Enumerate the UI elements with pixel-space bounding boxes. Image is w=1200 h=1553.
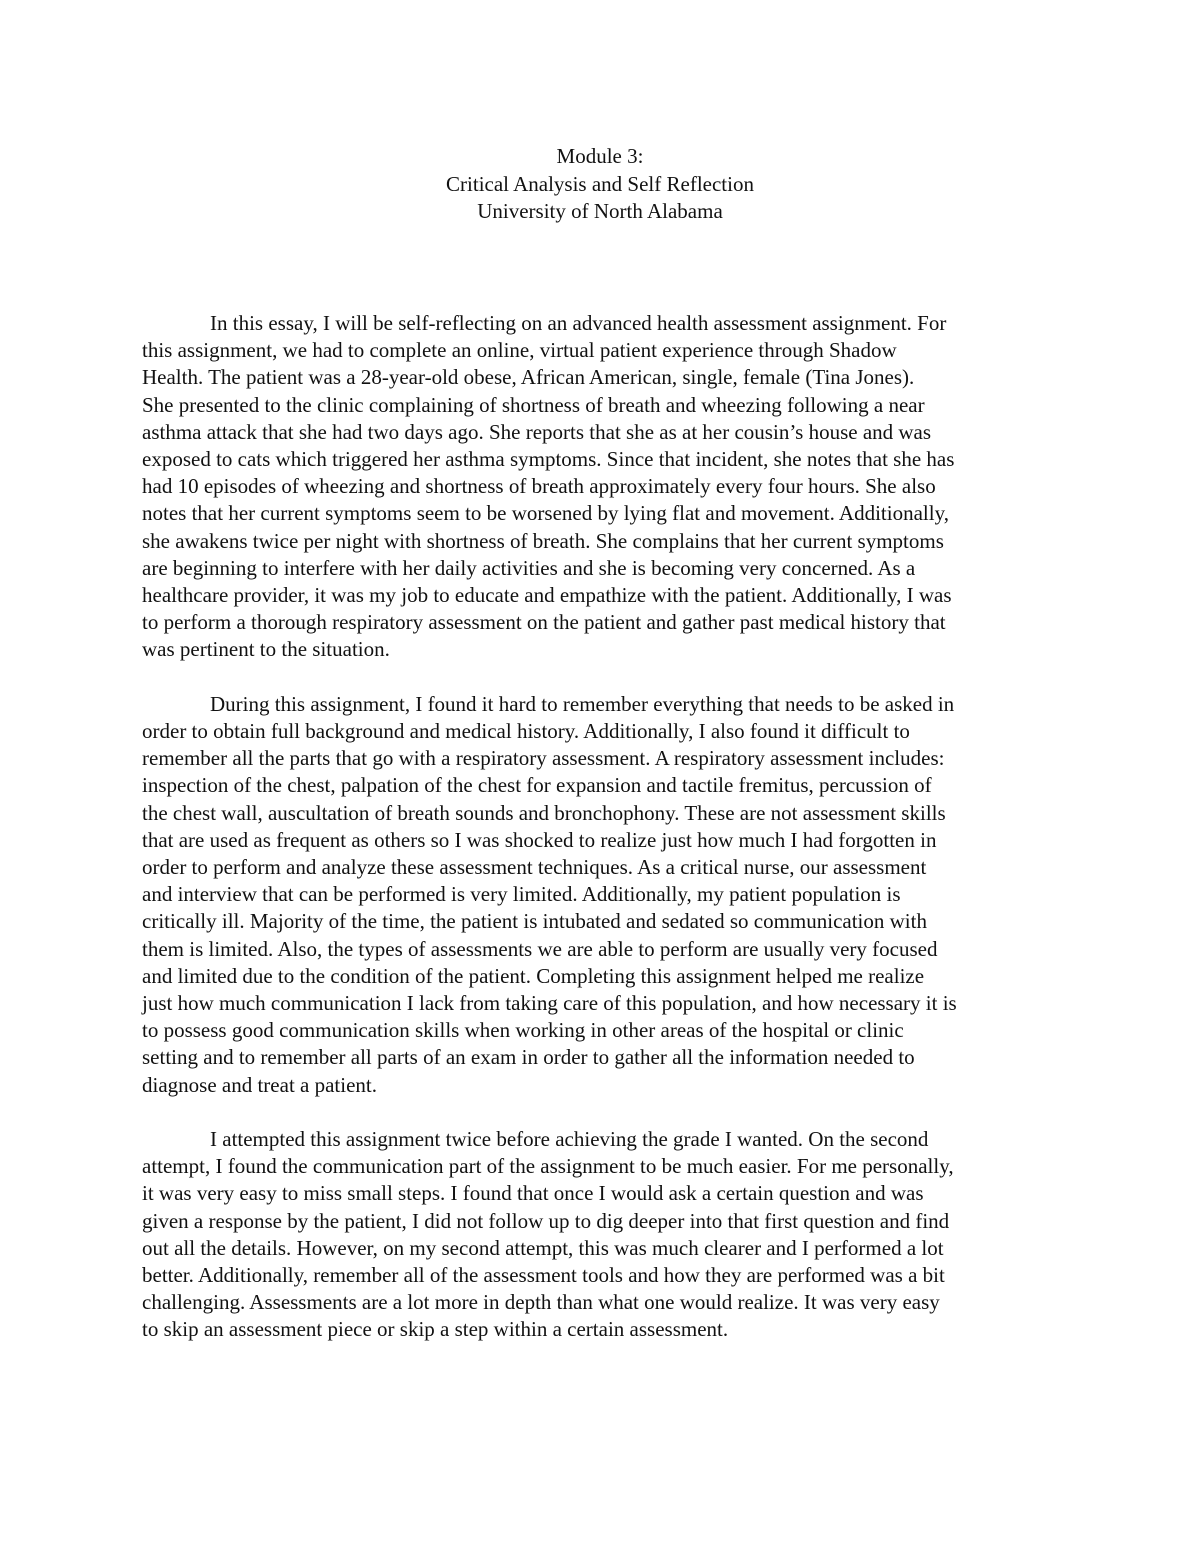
text-line: that are used as frequent as others so I was shocked to realize just how much I had forgotten in bbox=[142, 827, 937, 852]
text-line: Health. The patient was a 28-year-old obese, African American, single, female (Tina Jones). bbox=[142, 365, 915, 390]
text-line: challenging. Assessments are a lot more in depth than what one would realize. It was very easy bbox=[142, 1290, 940, 1315]
text-line: just how much communication I lack from taking care of this population, and how necessary it is bbox=[142, 991, 957, 1016]
text-line: critically ill. Majority of the time, the patient is intubated and sedated so communication with bbox=[142, 909, 927, 934]
text-line: given a response by the patient, I did not follow up to dig deeper into that first question and find bbox=[142, 1208, 950, 1233]
title-block bbox=[0, 143, 1200, 226]
institution-name: University of North Alabama bbox=[477, 199, 723, 223]
text-line: In this essay, I will be self-reflecting on an advanced health assessment assignment. For bbox=[210, 311, 947, 335]
text-line: to skip an assessment piece or skip a step within a certain assessment. bbox=[142, 1317, 729, 1342]
module-heading: Module 3: bbox=[556, 144, 644, 168]
text-line: setting and to remember all parts of an exam in order to gather all the information needed to bbox=[142, 1045, 915, 1070]
text-line: to perform a thorough respiratory assessment on the patient and gather past medical history that bbox=[142, 610, 946, 635]
text-line: I attempted this assignment twice before achieving the grade I wanted. On the second bbox=[210, 1127, 929, 1152]
text-line: notes that her current symptoms seem to be worsened by lying flat and movement. Additionally, bbox=[142, 501, 949, 526]
text-line: are beginning to interfere with her daily activities and she is becoming very concerned. As a bbox=[142, 555, 916, 580]
text-line: she awakens twice per night with shortness of breath. She complains that her current symptoms bbox=[142, 528, 944, 553]
text-line: attempt, I found the communication part of the assignment to be much easier. For me personally, bbox=[142, 1154, 954, 1179]
text-line: it was very easy to miss small steps. I found that once I would ask a certain question and was bbox=[142, 1181, 924, 1206]
essay-body bbox=[142, 310, 1064, 1371]
text-line: healthcare provider, it was my job to educate and empathize with the patient. Additionally, I was bbox=[142, 583, 952, 608]
paragraph-3 bbox=[142, 1126, 1064, 1344]
paragraph-1 bbox=[142, 310, 1064, 664]
text-line: out all the details. However, on my second attempt, this was much clearer and I performed a lot bbox=[142, 1235, 944, 1260]
text-line: diagnose and treat a patient. bbox=[142, 1072, 377, 1097]
text-line: the chest wall, auscultation of breath sounds and bronchophony. These are not assessment skills bbox=[142, 800, 946, 825]
text-line: During this assignment, I found it hard to remember everything that needs to be asked in bbox=[210, 691, 955, 716]
text-line: and interview that can be performed is very limited. Additionally, my patient population is bbox=[142, 882, 901, 907]
text-line: better. Additionally, remember all of the assessment tools and how they are performed was a bit bbox=[142, 1263, 945, 1288]
text-line: had 10 episodes of wheezing and shortness of breath approximately every four hours. She also bbox=[142, 474, 936, 499]
text-line: exposed to cats which triggered her asthma symptoms. Since that incident, she notes that she has bbox=[142, 447, 955, 472]
text-line: this assignment, we had to complete an online, virtual patient experience through Shadow bbox=[142, 338, 897, 363]
text-line: them is limited. Also, the types of assessments we are able to perform are usually very focused bbox=[142, 936, 938, 961]
text-line: was pertinent to the situation. bbox=[142, 637, 390, 662]
text-line: and limited due to the condition of the patient. Completing this assignment helped me realize bbox=[142, 963, 925, 988]
text-line: She presented to the clinic complaining of shortness of breath and wheezing following a near bbox=[142, 392, 925, 417]
text-line: order to perform and analyze these assessment techniques. As a critical nurse, our assessment bbox=[142, 855, 927, 880]
text-line: order to obtain full background and medical history. Additionally, I also found it difficult to bbox=[142, 719, 910, 744]
text-line: asthma attack that she had two days ago. She reports that she as at her cousin’s house and was bbox=[142, 419, 932, 444]
text-line: to possess good communication skills when working in other areas of the hospital or clinic bbox=[142, 1018, 904, 1043]
essay-title: Critical Analysis and Self Reflection bbox=[446, 171, 754, 196]
text-line: inspection of the chest, palpation of the chest for expansion and tactile fremitus, percussion of bbox=[142, 773, 932, 798]
paragraph-2 bbox=[142, 691, 1064, 1099]
text-line: remember all the parts that go with a respiratory assessment. A respiratory assessment includes: bbox=[142, 746, 945, 771]
